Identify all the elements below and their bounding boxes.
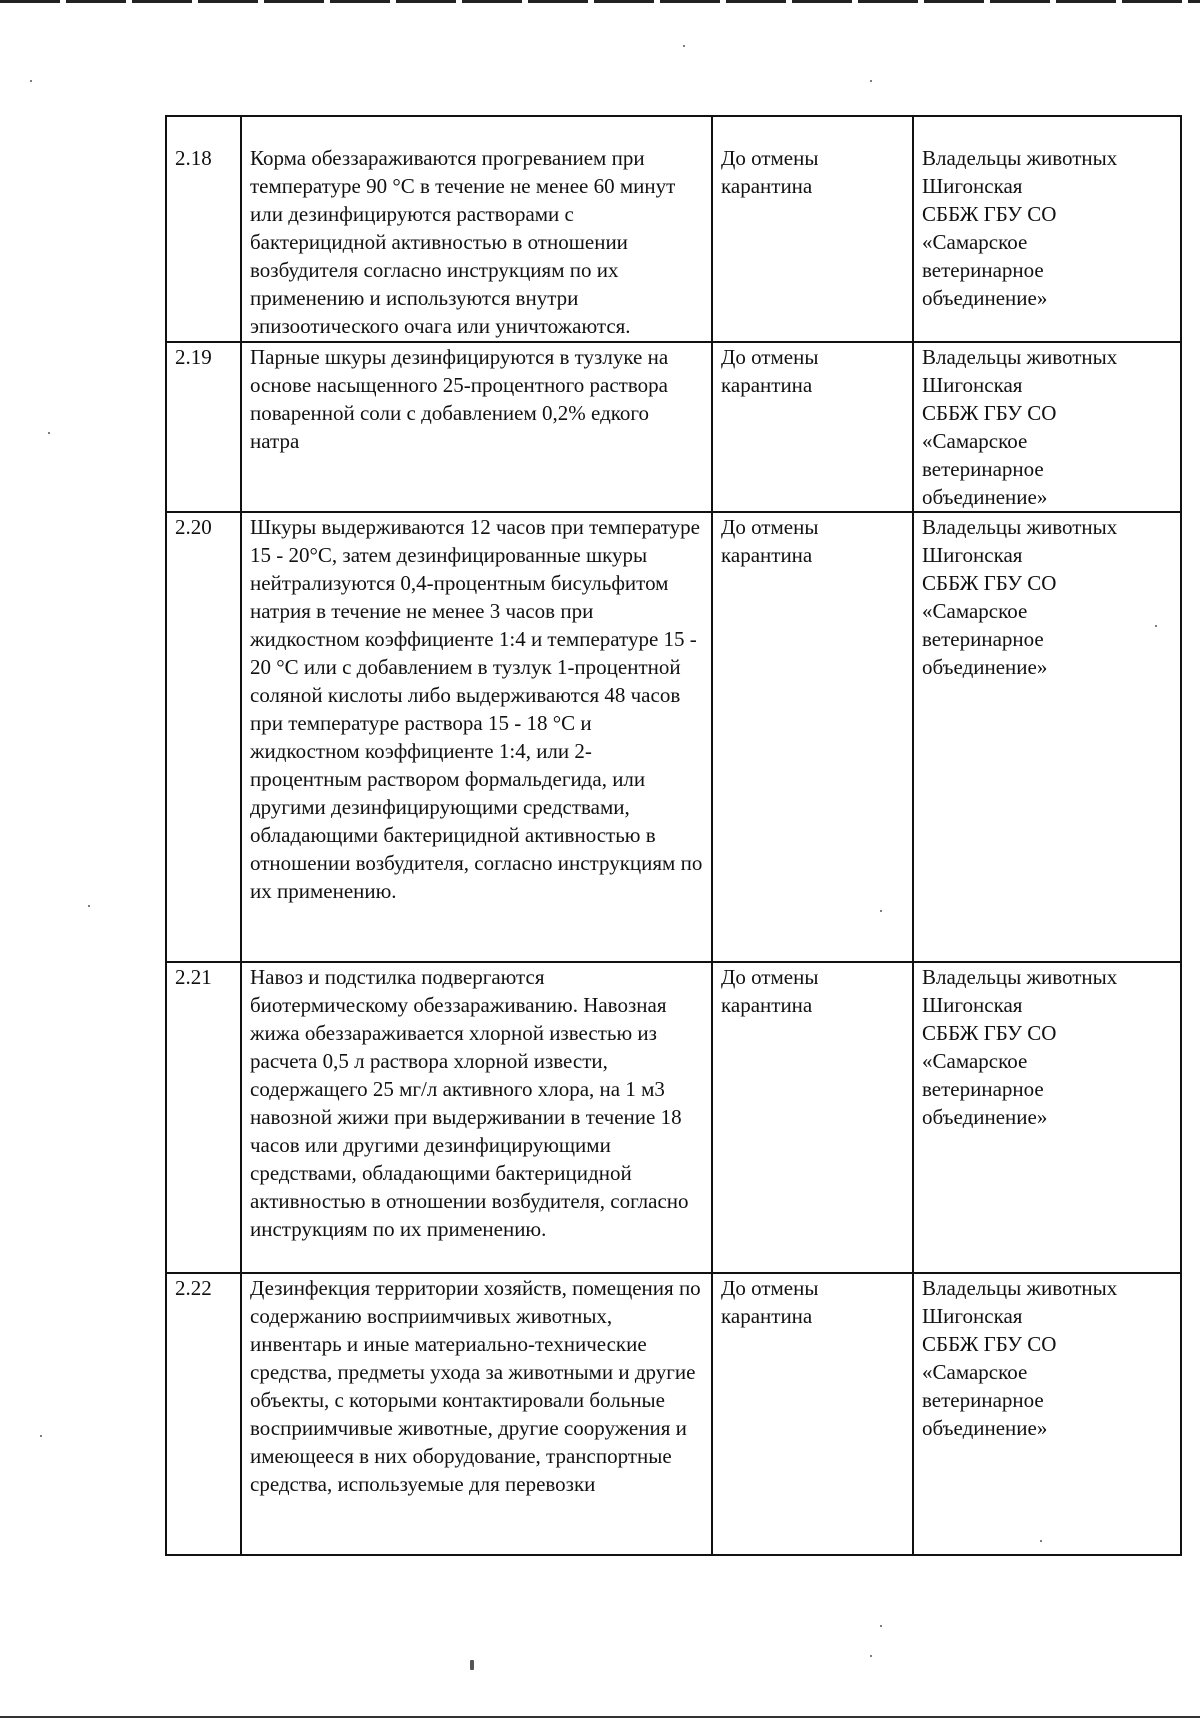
scan-speck (88, 905, 90, 907)
scan-speck (870, 1655, 872, 1657)
scan-top-border (0, 0, 1200, 3)
scan-speck (40, 1435, 42, 1437)
scan-speck (870, 80, 872, 82)
scan-speck (470, 1660, 474, 1670)
table-row (166, 116, 1181, 342)
responsible-line: Шигонская (922, 174, 1023, 198)
responsible-line: ветеринарное (922, 627, 1044, 651)
responsible-line: ветеринарное (922, 258, 1044, 282)
row-number: 2.18 (166, 116, 241, 342)
responsible-line: ветеринарное (922, 457, 1044, 481)
measure-deadline: До отмены карантина (712, 342, 913, 512)
row-number: 2.19 (166, 342, 241, 512)
responsible-line: объединение» (922, 1105, 1048, 1129)
responsible-line: Владельцы животных (922, 146, 1118, 170)
table-row (166, 342, 1181, 512)
responsible-line: «Самарское (922, 599, 1028, 623)
row-number: 2.20 (166, 512, 241, 962)
responsible-line: Шигонская (922, 993, 1023, 1017)
responsible-line: СББЖ ГБУ СО (922, 401, 1057, 425)
measure-description: Навоз и подстилка подвергаются биотермическому обеззараживанию. Навозная жижа обеззараживается хлорной известью из расчета 0,5 л раствора хлорной извести, содержащего 25 мг/л активного хлора, на 1 м3 навозной жижи при выдерживании в течение 18 часов или другими дезинфицирующими средствами, обладающими бактерицидной активностью в отношении возбудителя, согласно инструкциям по их применению. (241, 962, 712, 1273)
responsible-line: СББЖ ГБУ СО (922, 1021, 1057, 1045)
responsible-line: Шигонская (922, 1304, 1023, 1328)
responsible-line: «Самарское (922, 429, 1028, 453)
table-row (166, 512, 1181, 962)
responsible-party (913, 512, 1181, 962)
responsible-line: ветеринарное (922, 1077, 1044, 1101)
responsible-party (913, 1273, 1181, 1555)
row-number: 2.22 (166, 1273, 241, 1555)
scan-speck (880, 1625, 882, 1627)
measure-deadline: До отмены карантина (712, 512, 913, 962)
responsible-line: Шигонская (922, 543, 1023, 567)
row-number: 2.21 (166, 962, 241, 1273)
table-row (166, 962, 1181, 1273)
responsible-line: объединение» (922, 1416, 1048, 1440)
responsible-line: «Самарское (922, 1049, 1028, 1073)
responsible-line: объединение» (922, 655, 1048, 679)
measure-deadline: До отмены карантина (712, 1273, 913, 1555)
responsible-party (913, 116, 1181, 342)
responsible-party (913, 342, 1181, 512)
measure-description: Корма обеззараживаются прогреванием при температуре 90 °С в течение не менее 60 минут или дезинфицируются растворами с бактерицидной активностью в отношении возбудителя согласно инструкциям по их применению и используются внутри эпизоотического очага или уничтожаются. (241, 116, 712, 342)
responsible-party (913, 962, 1181, 1273)
responsible-line: объединение» (922, 485, 1048, 509)
responsible-line: СББЖ ГБУ СО (922, 1332, 1057, 1356)
responsible-line: ветеринарное (922, 1388, 1044, 1412)
scan-speck (30, 80, 32, 82)
scan-bottom-border (0, 1716, 1200, 1718)
measure-description: Шкуры выдерживаются 12 часов при температуре 15 - 20°С, затем дезинфицированные шкуры нейтрализуются 0,4-процентным бисульфитом натрия в течение не менее 3 часов при жидкостном коэффициенте 1:4 и температуре 15 - 20 °С или с добавлением в тузлук 1-процентной соляной кислоты либо выдерживаются 48 часов при температуре раствора 15 - 18 °С и жидкостном коэффициенте 1:4, или 2-процентным раствором формальдегида, или другими дезинфицирующими средствами, обладающими бактерицидной активностью в отношении возбудителя, согласно инструкциям по их применению. (241, 512, 712, 962)
responsible-line: «Самарское (922, 230, 1028, 254)
responsible-line: Владельцы животных (922, 965, 1118, 989)
responsible-line: СББЖ ГБУ СО (922, 202, 1057, 226)
measure-description: Парные шкуры дезинфицируются в тузлуке на основе насыщенного 25-процентного раствора поваренной соли с добавлением 0,2% едкого натра (241, 342, 712, 512)
responsible-line: объединение» (922, 286, 1048, 310)
scan-speck (48, 432, 50, 434)
scan-speck (683, 45, 685, 47)
table-row (166, 1273, 1181, 1555)
responsible-line: Шигонская (922, 373, 1023, 397)
responsible-line: СББЖ ГБУ СО (922, 571, 1057, 595)
measure-description: Дезинфекция территории хозяйств, помещения по содержанию восприимчивых животных, инвентарь и иные материально-технические средства, предметы ухода за животными и другие объекты, с которыми контактировали больные восприимчивые животные, другие сооружения и имеющееся в них оборудование, транспортные средства, используемые для перевозки (241, 1273, 712, 1555)
measures-table (165, 115, 1182, 1556)
responsible-line: Владельцы животных (922, 1276, 1118, 1300)
measure-deadline: До отмены карантина (712, 116, 913, 342)
responsible-line: Владельцы животных (922, 515, 1118, 539)
responsible-line: «Самарское (922, 1360, 1028, 1384)
measure-deadline: До отмены карантина (712, 962, 913, 1273)
responsible-line: Владельцы животных (922, 345, 1118, 369)
